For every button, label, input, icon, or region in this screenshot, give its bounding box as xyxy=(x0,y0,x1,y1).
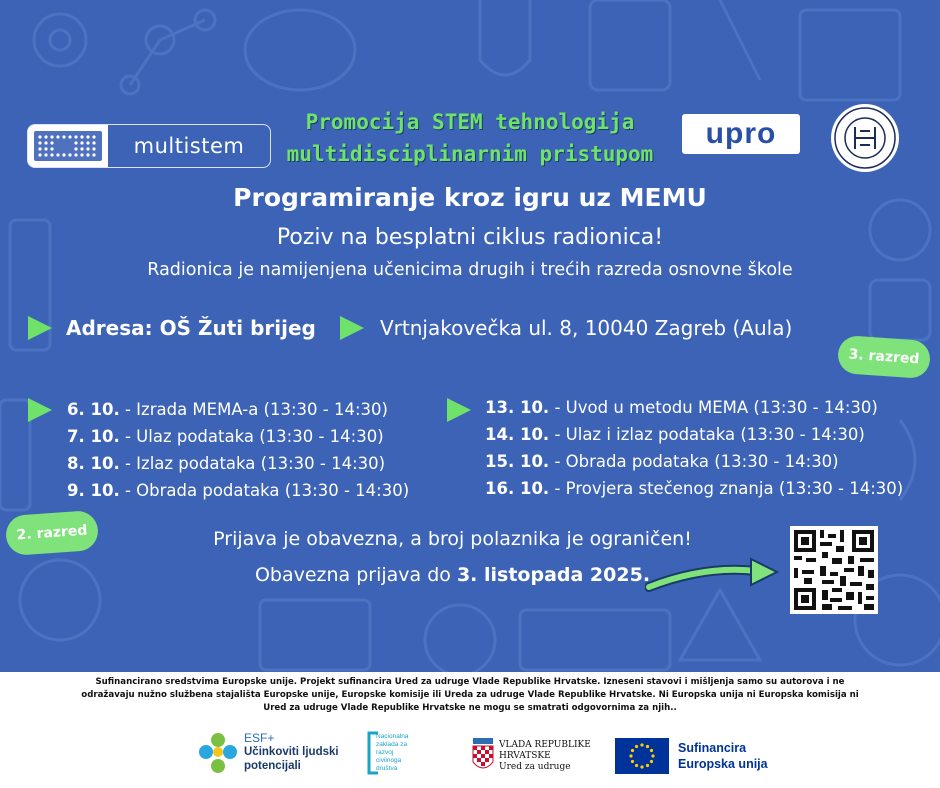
promo-title xyxy=(280,106,660,170)
eu-disclaimer: Sufinancirano sredstvima Europske unije. Projekt sufinancira Ured za udruge Vlade Republike Hrvatske. Izneseni stavovi i mišljenja samo su autorova i ne odražavaju nužno službena stajališta Europske unije, Europske komisije ili Ureda za udruge Vlade Republike Hrvatske. Ni Europska unija ni Europska komisija ni Ured za udruge Vlade Republike Hrvatske ne mogu se smatrati odgovornima za njih.. xyxy=(81,677,859,713)
schedule-item: 16. 10. - Provjera stečenog znanja (13:30 - 14:30) xyxy=(485,479,904,498)
schedule-item: 8. 10. - Izlaz podataka (13:30 - 14:30) xyxy=(67,454,386,473)
schedule-item: 6. 10. - Izrada MEMA-a (13:30 - 14:30) xyxy=(67,400,388,419)
workshop-title: Programiranje kroz igru uz MEMU xyxy=(233,183,707,212)
hztk-seal-logo xyxy=(830,103,900,173)
schedule-item: 15. 10. - Obrada podataka (13:30 - 14:30) xyxy=(485,452,839,471)
schedule-item: 7. 10. - Ulaz podataka (13:30 - 14:30) xyxy=(67,427,384,446)
green-arrow-icon xyxy=(645,555,780,595)
eu-cofinanced-text: Sufinancira Europska unija xyxy=(678,741,768,771)
audience-text: Radionica je namijenjena učenicima drugih i trećih razreda osnovne škole xyxy=(147,260,793,280)
upro-logo: upro xyxy=(682,114,800,154)
multistem-dot-pattern xyxy=(28,125,108,167)
address-value: Vrtnjakovečka ul. 8, 10040 Zagreb (Aula) xyxy=(380,316,793,340)
schedule-item: 13. 10. - Uvod u metodu MEMA (13:30 - 14:30) xyxy=(485,398,878,417)
esf-line-2: potencijali xyxy=(244,760,301,772)
badge-grade-3: 3. razred xyxy=(837,335,931,379)
badge-grade-2: 2. razred xyxy=(5,510,100,556)
registration-note: Prijava je obavezna, a broj polaznika je ograničen! xyxy=(213,528,692,550)
eu-flag-icon xyxy=(615,738,669,774)
deadline-note: Obavezna prijava do 3. listopada 2025. xyxy=(254,564,651,586)
invite-text: Poziv na besplatni ciklus radionica! xyxy=(276,225,664,250)
esf-title: ESF+ xyxy=(244,731,275,745)
schedule-grade-3 xyxy=(485,394,903,502)
qr-code-icon[interactable] xyxy=(790,526,878,614)
multistem-name: multistem xyxy=(133,134,245,158)
arrow-icon xyxy=(28,398,52,422)
arrow-icon xyxy=(447,398,471,422)
arrow-icon xyxy=(340,316,364,340)
schedule-item: 14. 10. - Ulaz i izlaz podataka (13:30 - 14:30) xyxy=(485,425,865,444)
deadline-date: 3. listopada 2025. xyxy=(456,564,651,586)
esf-line-1: Učinkoviti ljudski xyxy=(244,746,339,758)
schedule-grade-2 xyxy=(67,396,409,504)
vlada-text: VLADA REPUBLIKE HRVATSKE Ured za udruge xyxy=(499,740,591,772)
arrow-icon xyxy=(28,316,52,340)
promo-line-2: multidisciplinarnim pristupom xyxy=(286,142,654,166)
croatian-coat-of-arms-icon xyxy=(472,734,494,774)
esf-flower-icon xyxy=(196,730,240,776)
multistem-logo xyxy=(27,124,271,168)
nzrcd-text: Nacionalna zaklada za razvoj civilnoga društva xyxy=(376,733,409,772)
promo-line-1: Promocija STEM tehnologija xyxy=(305,110,635,134)
schedule-item: 9. 10. - Obrada podataka (13:30 - 14:30) xyxy=(67,481,410,500)
address-label: Adresa: OŠ Žuti brijeg xyxy=(66,316,316,340)
